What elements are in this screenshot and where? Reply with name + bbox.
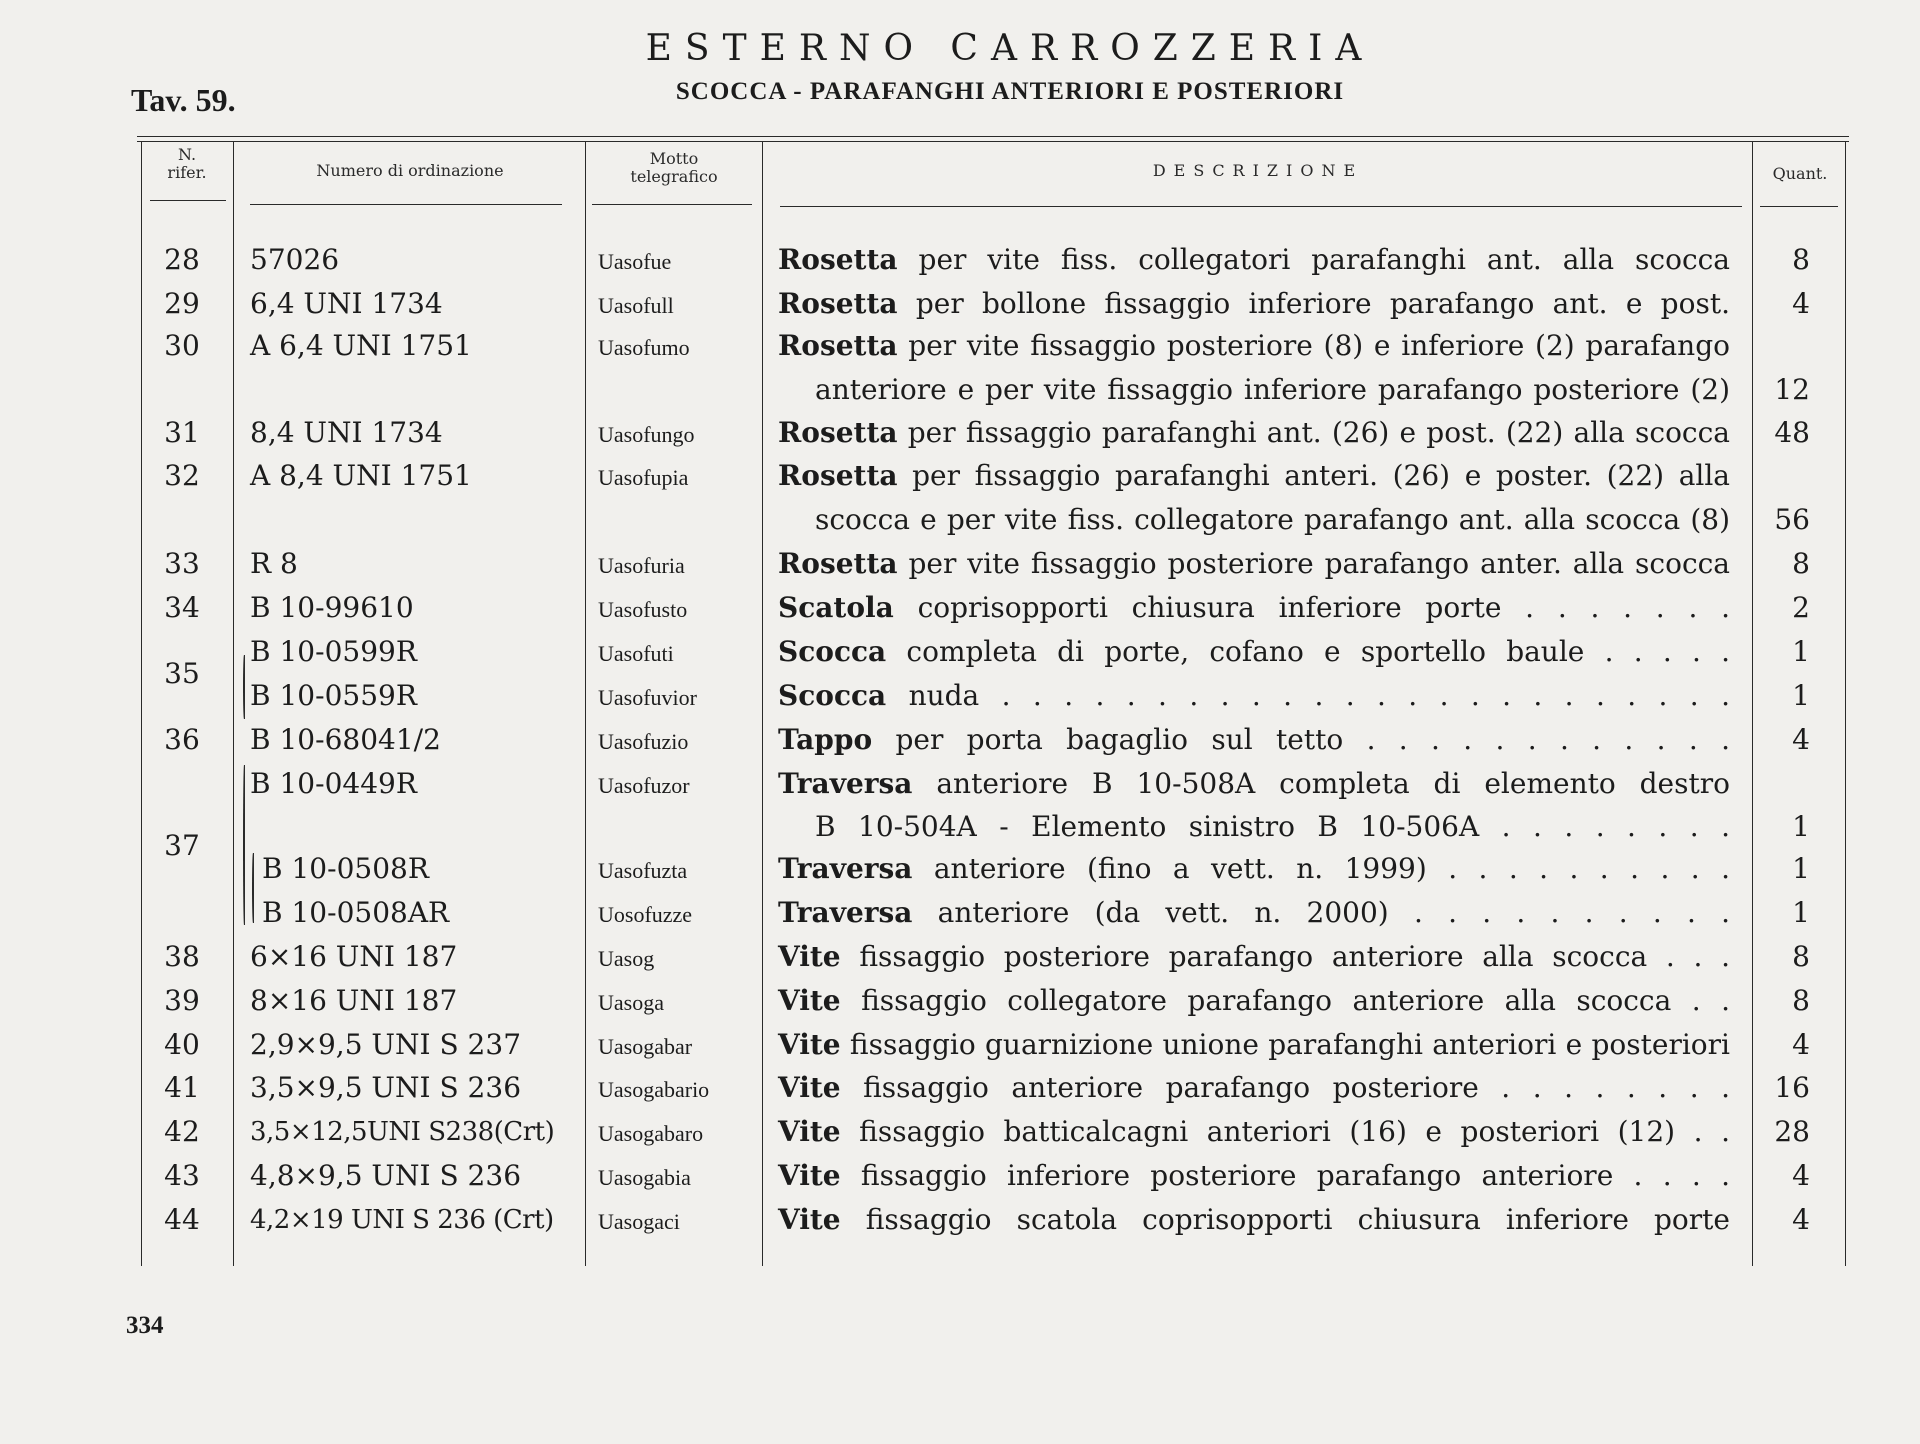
row-quantity: 4 xyxy=(1792,1159,1810,1192)
row-order-number: 4,8×9,5 UNI S 236 xyxy=(250,1159,522,1192)
row-ref-number: 42 xyxy=(164,1115,200,1148)
row-description xyxy=(778,636,1730,668)
row-description-text: coprisopporti chiusura inferiore porte . . . . . . . xyxy=(893,591,1730,624)
row-description-item: Vite xyxy=(778,1071,841,1104)
row-description xyxy=(778,1116,1730,1148)
row-description-text: fissaggio posteriore parafango anteriore alla scocca . . . xyxy=(840,940,1730,973)
header-quantity: Quant. xyxy=(1772,164,1828,183)
column-divider xyxy=(1752,141,1753,1266)
row-telegraph-code: Uasofuzio xyxy=(598,729,689,754)
row-quantity: 4 xyxy=(1792,1203,1810,1236)
header-underline xyxy=(780,206,1742,207)
row-description-item: Vite xyxy=(778,1203,841,1236)
row-order-number: B 10-0599R xyxy=(250,635,417,668)
row-quantity: 8 xyxy=(1792,547,1810,580)
page-subtitle: SCOCCA - PARAFANGHI ANTERIORI E POSTERIORI xyxy=(675,78,1345,105)
row-description-text: per vite fiss. collegatori parafanghi ant. alla scocca xyxy=(897,243,1730,276)
row-order-number: 6×16 UNI 187 xyxy=(250,940,458,973)
row-telegraph-code: Uasofuvior xyxy=(598,685,697,710)
row-ref-number: 29 xyxy=(164,287,200,320)
row-description-text: fissaggio batticalcagni anteriori (16) e posteriori (12) . . xyxy=(840,1115,1730,1148)
row-description-item: Traversa xyxy=(778,896,913,929)
row-telegraph-code: Uasofue xyxy=(598,249,672,274)
bracket-group-35 xyxy=(243,655,245,719)
row-description-item: Rosetta xyxy=(778,329,898,362)
column-divider xyxy=(233,141,234,1266)
row-description xyxy=(778,941,1730,973)
header-ref-number: N. rifer. xyxy=(167,145,207,182)
row-description xyxy=(778,1204,1730,1236)
row-ref-number: 31 xyxy=(164,416,200,449)
row-description-text: per vite fissaggio posteriore (8) e inferiore (2) parafango xyxy=(897,329,1730,362)
row-ref-number: 30 xyxy=(164,329,200,362)
row-ref-number: 35 xyxy=(164,657,200,690)
row-telegraph-code: Uasofuti xyxy=(598,641,674,666)
row-quantity: 1 xyxy=(1792,679,1810,712)
row-quantity: 28 xyxy=(1774,1115,1810,1148)
row-ref-number: 43 xyxy=(164,1159,200,1192)
row-description xyxy=(778,985,1730,1017)
row-telegraph-code: Uasofull xyxy=(598,293,674,318)
row-telegraph-code: Uasofupia xyxy=(598,465,689,490)
header-telegraph-code: Motto telegrafico xyxy=(630,149,718,186)
row-description xyxy=(778,1160,1730,1192)
row-quantity: 8 xyxy=(1792,984,1810,1017)
row-ref-number: 32 xyxy=(164,459,200,492)
header-description: DESCRIZIONE xyxy=(1152,161,1364,180)
row-description-text: anteriore (da vett. n. 2000) . . . . . . . . . . xyxy=(912,896,1730,929)
row-quantity: 12 xyxy=(1774,373,1810,406)
bracket-group-37-sub xyxy=(252,853,254,923)
row-order-number: 6,4 UNI 1734 xyxy=(250,287,443,320)
row-telegraph-code: Uasog xyxy=(598,946,655,971)
row-telegraph-code: Uasofuzta xyxy=(598,858,688,883)
page-number: 334 xyxy=(126,1312,164,1339)
row-telegraph-code: Uasofuzor xyxy=(598,773,690,798)
header-underline xyxy=(150,200,226,201)
row-order-number: B 10-0559R xyxy=(250,679,417,712)
row-order-number: B 10-0449R xyxy=(250,767,417,800)
row-telegraph-code: Uasogabaro xyxy=(598,1121,704,1146)
row-description-item: Traversa xyxy=(778,767,913,800)
row-description-item: Tappo xyxy=(778,723,873,756)
row-description xyxy=(778,680,1730,712)
row-description xyxy=(778,897,1730,929)
row-description xyxy=(778,1072,1730,1104)
row-telegraph-code: Uasogaci xyxy=(598,1209,680,1234)
row-description-item: Rosetta xyxy=(778,243,898,276)
row-ref-number: 33 xyxy=(164,547,200,580)
row-ref-number: 41 xyxy=(164,1071,200,1104)
row-ref-number: 39 xyxy=(164,984,200,1017)
row-order-number: B 10-99610 xyxy=(250,591,414,624)
row-ref-number: 36 xyxy=(164,723,200,756)
row-order-number: B 10-0508R xyxy=(262,852,429,885)
row-description-text: fissaggio inferiore posteriore parafango anteriore . . . . xyxy=(840,1159,1730,1192)
row-telegraph-code: Uosofuzze xyxy=(598,902,693,927)
row-quantity: 1 xyxy=(1792,810,1810,843)
row-telegraph-code: Uasofumo xyxy=(598,335,690,360)
row-quantity: 4 xyxy=(1792,723,1810,756)
row-order-number: 3,5×12,5UNI S238(Crt) xyxy=(250,1117,555,1147)
row-description-continued: scocca e per vite fiss. collegatore parafango ant. alla scocca (8) xyxy=(815,503,1730,536)
row-description-item: Rosetta xyxy=(778,459,898,492)
row-quantity: 1 xyxy=(1792,635,1810,668)
row-telegraph-code: Uasogabario xyxy=(598,1077,710,1102)
bracket-group-37 xyxy=(243,765,245,925)
row-order-number: A 8,4 UNI 1751 xyxy=(250,459,472,492)
row-description-text: anteriore B 10-508A completa di elemento destro xyxy=(912,767,1730,800)
page-title: ESTERNO CARROZZERIA xyxy=(645,28,1375,69)
row-ref-number: 34 xyxy=(164,591,200,624)
row-order-number: 3,5×9,5 UNI S 236 xyxy=(250,1071,522,1104)
row-description-item: Scocca xyxy=(778,679,887,712)
row-description xyxy=(778,417,1730,449)
header-underline xyxy=(250,204,562,205)
row-order-number: 4,2×19 UNI S 236 (Crt) xyxy=(250,1205,554,1235)
header-underline xyxy=(592,204,752,205)
row-description-text: anteriore (fino a vett. n. 1999) . . . . . . . . . . xyxy=(912,852,1730,885)
row-description-text: fissaggio scatola coprisopporti chiusura inferiore porte xyxy=(840,1203,1730,1236)
row-quantity: 2 xyxy=(1792,591,1810,624)
table-top-rule xyxy=(137,136,1849,137)
row-description-item: Vite xyxy=(778,1159,841,1192)
row-description xyxy=(778,330,1730,362)
row-ref-number: 37 xyxy=(164,829,200,862)
row-order-number: 8,4 UNI 1734 xyxy=(250,416,443,449)
row-quantity: 4 xyxy=(1792,287,1810,320)
row-description-text: per fissaggio parafanghi anteri. (26) e poster. (22) alla xyxy=(897,459,1730,492)
row-order-number: 57026 xyxy=(250,243,340,276)
row-description-text: per bollone fissaggio inferiore parafango ant. e post. xyxy=(897,287,1730,320)
row-description xyxy=(778,592,1730,624)
row-description-item: Rosetta xyxy=(778,547,898,580)
row-description-item: Scocca xyxy=(778,635,887,668)
row-telegraph-code: Uasofungo xyxy=(598,422,695,447)
row-description-text: fissaggio collegatore parafango anteriore alla scocca . . xyxy=(840,984,1730,1017)
row-quantity: 1 xyxy=(1792,852,1810,885)
column-divider xyxy=(762,141,763,1266)
row-description-text: per porta bagaglio sul tetto . . . . . . . . . . . . xyxy=(872,723,1730,756)
row-description-item: Vite xyxy=(778,1115,841,1148)
row-description xyxy=(778,853,1730,885)
row-quantity: 8 xyxy=(1792,243,1810,276)
row-order-number: R 8 xyxy=(250,547,298,580)
row-description xyxy=(778,288,1730,320)
table-top-rule-inner xyxy=(137,141,1849,142)
row-description-item: Scatola xyxy=(778,591,894,624)
header-underline xyxy=(1760,206,1838,207)
row-description-item: Rosetta xyxy=(778,287,898,320)
table-label: Tav. 59. xyxy=(131,82,236,118)
row-telegraph-code: Uasogabia xyxy=(598,1165,691,1190)
row-description-text: nuda . . . . . . . . . . . . . . . . . . . . . . . . xyxy=(886,679,1730,712)
row-telegraph-code: Uasofuria xyxy=(598,553,685,578)
row-order-number: 8×16 UNI 187 xyxy=(250,984,458,1017)
row-ref-number: 38 xyxy=(164,940,200,973)
row-telegraph-code: Uasogabar xyxy=(598,1034,693,1059)
row-quantity: 56 xyxy=(1774,503,1810,536)
table-right-border xyxy=(1845,141,1846,1266)
row-description xyxy=(778,724,1730,756)
row-ref-number: 28 xyxy=(164,243,200,276)
row-quantity: 48 xyxy=(1774,416,1810,449)
row-description xyxy=(778,548,1730,580)
row-description-text: fissaggio guarnizione unione parafanghi anteriori e posteriori xyxy=(840,1028,1730,1061)
row-ref-number: 40 xyxy=(164,1028,200,1061)
row-order-number: B 10-0508AR xyxy=(262,896,450,929)
row-description xyxy=(778,1029,1730,1061)
row-telegraph-code: Uasoga xyxy=(598,990,664,1015)
row-quantity: 4 xyxy=(1792,1028,1810,1061)
row-quantity: 8 xyxy=(1792,940,1810,973)
row-quantity: 1 xyxy=(1792,896,1810,929)
column-divider xyxy=(585,141,586,1266)
row-description-text: fissaggio anteriore parafango posteriore . . . . . . . . xyxy=(840,1071,1730,1104)
row-description-item: Vite xyxy=(778,940,841,973)
row-quantity: 16 xyxy=(1774,1071,1810,1104)
row-description-item: Vite xyxy=(778,984,841,1017)
row-description xyxy=(778,244,1730,276)
row-description xyxy=(778,768,1730,800)
row-description-text: completa di porte, cofano e sportello baule . . . . . xyxy=(886,635,1730,668)
row-description-continued: B 10-504A - Elemento sinistro B 10-506A . . . . . . . . xyxy=(815,810,1730,843)
row-description-item: Traversa xyxy=(778,852,913,885)
row-description xyxy=(778,460,1730,492)
row-order-number: A 6,4 UNI 1751 xyxy=(250,329,472,362)
row-description-text: per vite fissaggio posteriore parafango anter. alla scocca xyxy=(897,547,1730,580)
row-order-number: 2,9×9,5 UNI S 237 xyxy=(250,1028,522,1061)
row-description-item: Rosetta xyxy=(778,416,898,449)
row-order-number: B 10-68041/2 xyxy=(250,723,441,756)
row-ref-number: 44 xyxy=(164,1203,200,1236)
header-order-number: Numero di ordinazione xyxy=(316,161,504,180)
row-description-text: per fissaggio parafanghi ant. (26) e post. (22) alla scocca xyxy=(897,416,1730,449)
row-description-item: Vite xyxy=(778,1028,841,1061)
row-telegraph-code: Uasofusto xyxy=(598,597,688,622)
row-description-continued: anteriore e per vite fissaggio inferiore parafango posteriore (2) xyxy=(815,373,1730,406)
